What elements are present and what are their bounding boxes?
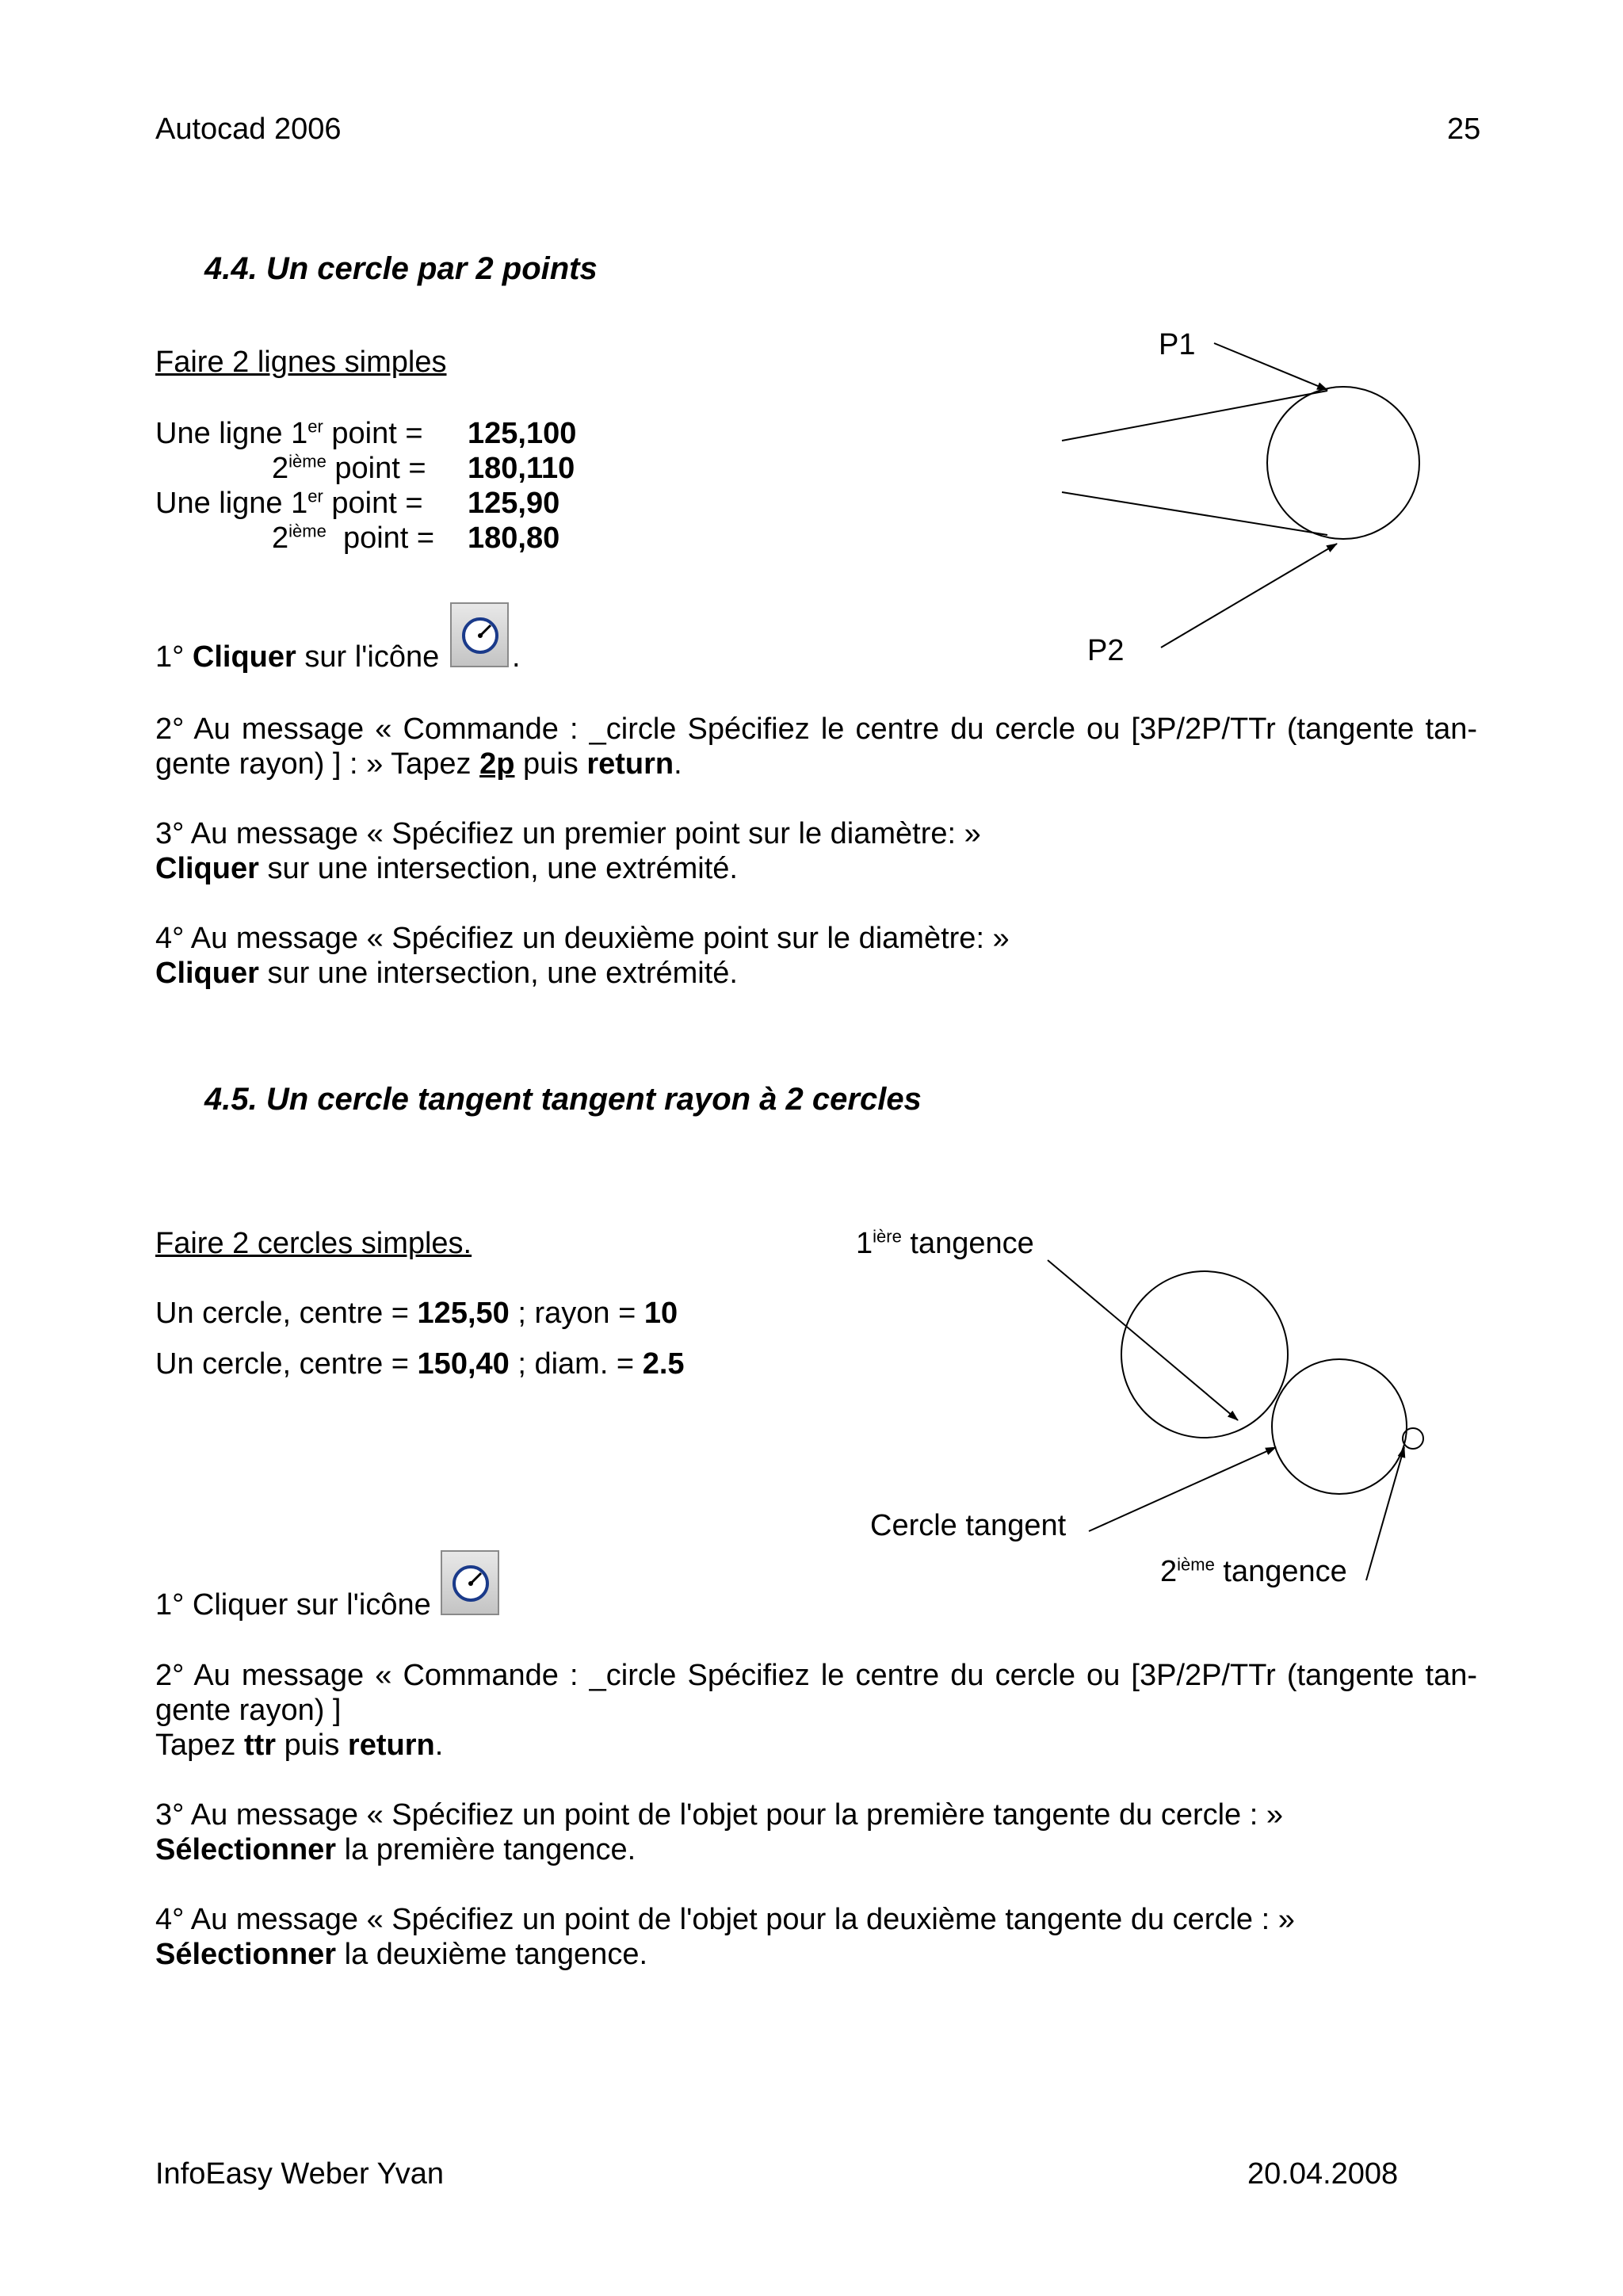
section2-step4: 4° Au message « Spécifiez un point de l'objet pour la deuxième tangente du cercle : » Sélectionner la deuxième tangence.	[155, 1903, 1295, 1971]
line1-point1: Une ligne 1er point =	[155, 416, 423, 450]
circle1-definition: Un cercle, centre = 125,50 ; rayon = 10	[155, 1297, 678, 1330]
p1-label: P1	[1159, 328, 1196, 361]
section-heading-4-4: 4.4. Un cercle par 2 points	[204, 251, 598, 286]
two-point-circle-figure	[1014, 317, 1458, 666]
circle-tool-button[interactable]	[450, 602, 509, 667]
p2-label: P2	[1087, 634, 1125, 667]
header-title: Autocad 2006	[155, 113, 342, 146]
large-circle	[1121, 1271, 1288, 1438]
line1-point2-value: 180,110	[468, 452, 575, 485]
diameter-circle	[1267, 387, 1419, 539]
second-tangence-label: 2ième tangence	[1160, 1554, 1347, 1588]
section1-step1: 1° Cliquer sur l'icône	[155, 640, 440, 674]
section1-intro: Faire 2 lignes simples	[155, 346, 447, 379]
line1-point1-value: 125,100	[468, 417, 577, 450]
step1-period: .	[512, 640, 521, 674]
section1-step4: 4° Au message « Spécifiez un deuxième point sur le diamètre: » Cliquer sur une intersection, une extrémité.	[155, 922, 1010, 990]
first-tangence-label: $1^{ière}$ tangence	[856, 1226, 1034, 1260]
footer-date: 20.04.2008	[1247, 2157, 1399, 2191]
section1-step3: 3° Au message « Spécifiez un premier point sur le diamètre: » Cliquer sur une intersection, une extrémité.	[155, 817, 981, 885]
line1-point2: 2ième point =	[272, 451, 426, 485]
circle2-definition: Un cercle, centre = 150,40 ; diam. = 2.5	[155, 1347, 685, 1381]
tangent-circle	[1272, 1359, 1407, 1494]
circle-tool-icon	[449, 1561, 493, 1606]
cercle-tangent-arrow	[1089, 1447, 1276, 1531]
section2-step2: 2° Au message « Commande : _circle Spécifiez le centre du cercle ou [3P/2P/TTr (tangente tan-gente rayon) ]	[155, 1659, 1477, 1727]
p1-arrow	[1214, 343, 1327, 390]
line2-point2-value: 180,80	[468, 521, 560, 555]
section-heading-4-5: 4.5. Un cercle tangent tangent rayon à 2 cercles	[204, 1082, 922, 1117]
section2-step1: 1° Cliquer sur l'icône	[155, 1588, 431, 1622]
section1-step2: 2° Au message « Commande : _circle Spécifiez le centre du cercle ou [3P/2P/TTr (tangente tan-gente rayon) ] : » Tapez 2p puis return.	[155, 712, 1477, 781]
section2-intro: Faire 2 cercles simples.	[155, 1227, 472, 1260]
circle-tool-button-2[interactable]	[441, 1550, 499, 1615]
first-tangence-arrow	[1048, 1260, 1238, 1420]
line-1	[1062, 391, 1327, 441]
tangent-circles-figure	[856, 1236, 1474, 1601]
line2-point1: Une ligne 1er point =	[155, 486, 423, 520]
circle-tool-icon	[458, 613, 502, 658]
line2-point1-value: 125,90	[468, 487, 560, 520]
line2-point2: 2ième point =	[272, 521, 435, 555]
section2-step2-tapez: Tapez ttr puis return.	[155, 1729, 444, 1762]
second-tangence-arrow	[1366, 1447, 1404, 1580]
cercle-tangent-label: Cercle tangent	[870, 1509, 1067, 1542]
p2-arrow	[1161, 544, 1337, 648]
page-number: 25	[1447, 113, 1481, 146]
footer-author: InfoEasy Weber Yvan	[155, 2157, 445, 2191]
section2-step3: 3° Au message « Spécifiez un point de l'objet pour la première tangente du cercle : » Sélectionner la première tangence.	[155, 1798, 1283, 1866]
